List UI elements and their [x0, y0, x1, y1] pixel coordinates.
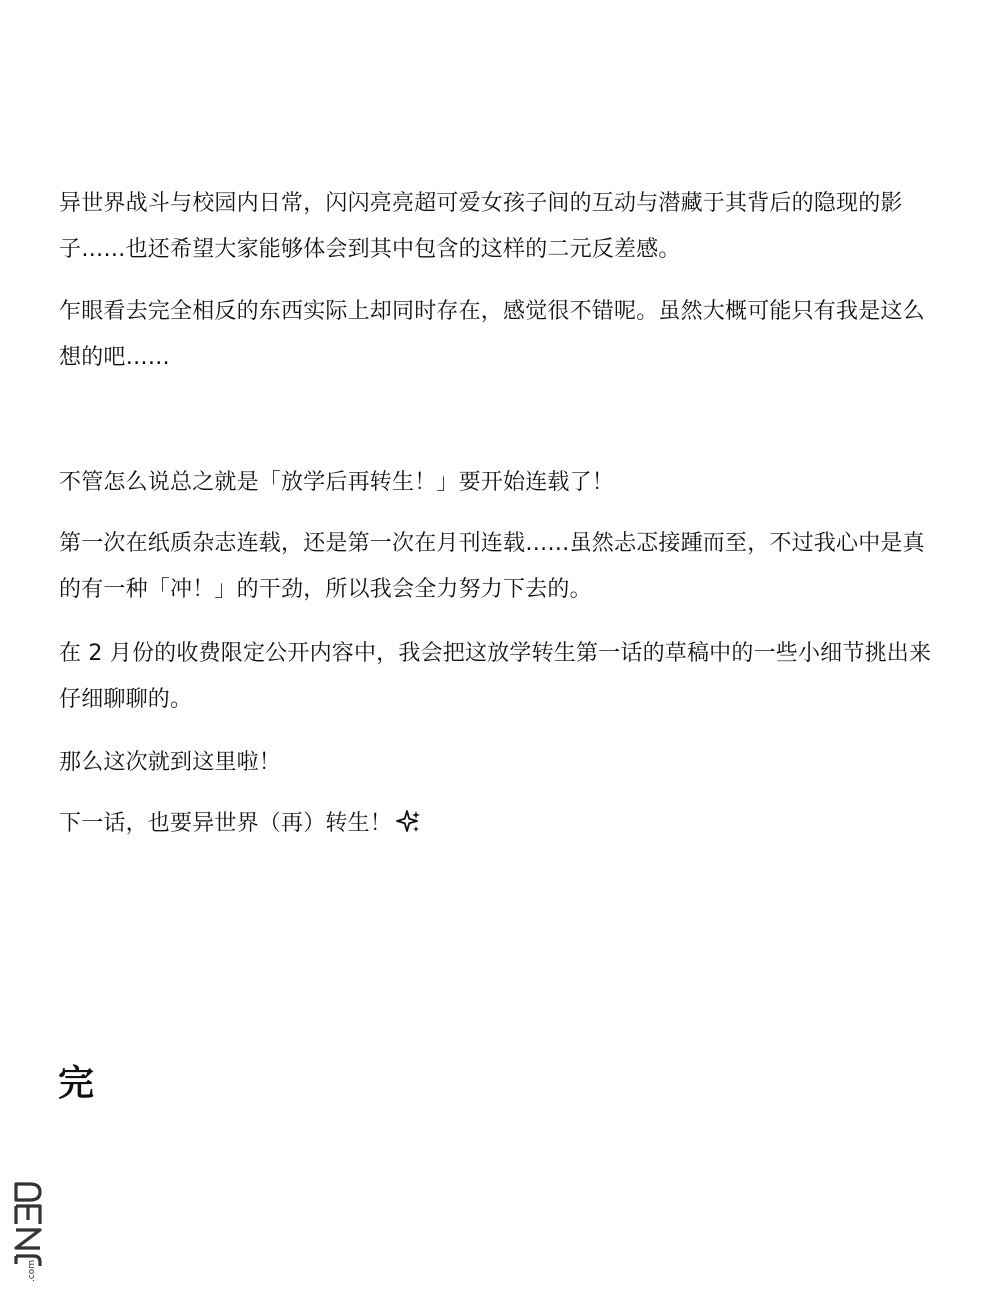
- paragraph-7: [59, 801, 939, 847]
- dmzj-watermark-logo: [10, 1176, 46, 1284]
- paragraph-3: 不管怎么说总之就是「放学后再转生！」要开始连载了！: [59, 470, 615, 495]
- paragraph-6: 那么这次就到这里啦！: [59, 750, 282, 775]
- watermark-domain: .com: [27, 1259, 37, 1282]
- paragraph-4: 第一次在纸质杂志连载，还是第一次在月刊连载……虽然忐忑接踵而至，不过我心中是真的有一种「冲！」的干劲，所以我会全力努力下去的。: [59, 531, 925, 602]
- paragraph-7-text: 下一话，也要异世界（再）转生！: [59, 811, 393, 836]
- sparkle-icon: [396, 809, 422, 835]
- paragraph-1: 异世界战斗与校园内日常，闪闪亮亮超可爱女孩子间的互动与潜藏于其背后的隐现的影子……也还希望大家能够体会到其中包含的这样的二元反差感。: [59, 191, 903, 262]
- end-mark: 完: [58, 1063, 95, 1104]
- paragraph-2: 乍眼看去完全相反的东西实际上却同时存在，感觉很不错呢。虽然大概可能只有我是这么想的吧……: [59, 299, 925, 370]
- paragraph-5: 在 2 月份的收费限定公开内容中，我会把这放学转生第一话的草稿中的一些小细节挑出来仔细聊聊的。: [59, 641, 932, 712]
